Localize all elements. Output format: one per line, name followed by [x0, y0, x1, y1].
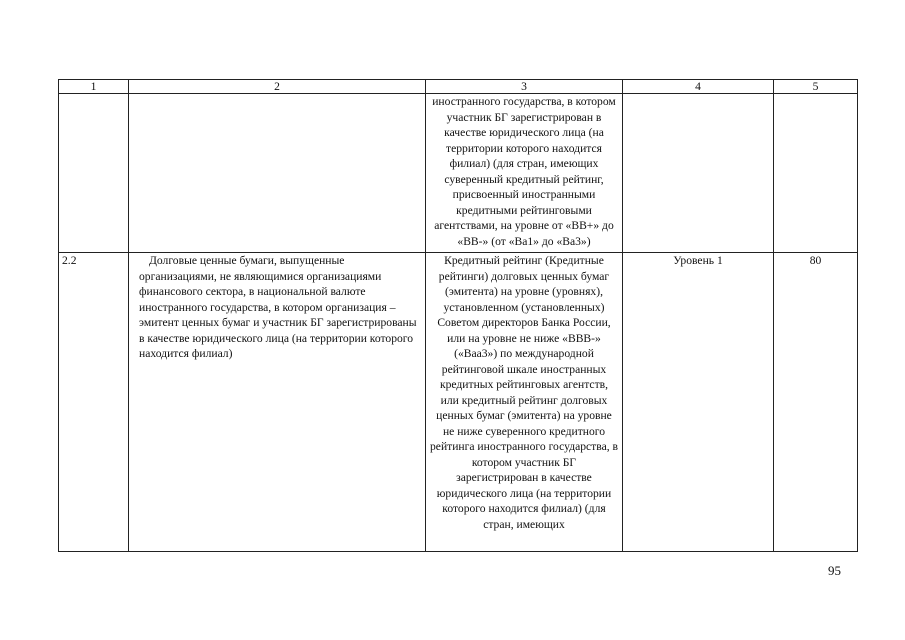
row1-number-cell [59, 94, 129, 253]
row2-criteria-cell [426, 253, 623, 552]
table-header-row [59, 80, 858, 94]
header-cell-3: 3 [426, 80, 623, 94]
row1-coefficient-cell [774, 94, 858, 253]
header-cell-2: 2 [129, 80, 426, 94]
row1-asset-cell [129, 94, 426, 253]
row1-criteria-text: иностранного государства, в котором участник БГ зарегистрирован в качестве юридического лица (на территории которого находится филиал) (для стран, имеющих суверенный кредитный рейтинг, присвоенный иностранными кредитными рейтинговыми агентствами, на уровне от «BB+» до «BB-» (от «Ba1» до «Ba3») [432, 95, 616, 248]
page-number: 95 [828, 563, 841, 578]
table-row [59, 253, 858, 552]
row2-level-cell [623, 253, 774, 552]
header-cell-4: 4 [623, 80, 774, 94]
row2-level-text: Уровень 1 [673, 254, 723, 267]
regulation-table [58, 79, 858, 552]
table-row [59, 94, 858, 253]
row2-asset-text: Долговые ценные бумаги, выпущенные организациями, не являющимися организациями финансового сектора, в национальной валюте иностранного государства, в котором организация – эмитент ценных бумаг и участник БГ зарегистрированы в качестве юридического лица (на территории которого находится филиал) [139, 254, 417, 360]
row2-coefficient-cell [774, 253, 858, 552]
row2-criteria-text: Кредитный рейтинг (Кредитные рейтинги) долговых ценных бумаг (эмитента) на уровне (уровнях), установленном (установленных) Советом директоров Банка России, или на уровне не ниже «BBB-» («Baa3») по международной рейтинговой шкале иностранных кредитных рейтинговых агентств, или кредитный рейтинг долговых ценных бумаг (эмитента) на уровне не ниже суверенного кредитного рейтинга иностранного государства, в котором участник БГ зарегистрирован в качестве юридического лица (на территории которого находится филиал) (для стран, имеющих [430, 254, 618, 531]
row2-asset-cell [129, 253, 426, 552]
header-cell-5: 5 [774, 80, 858, 94]
row1-criteria-cell [426, 94, 623, 253]
row1-level-cell [623, 94, 774, 253]
row2-number-cell: 2.2 [59, 253, 129, 552]
row2-coefficient-text: 80 [809, 254, 822, 267]
header-cell-1: 1 [59, 80, 129, 94]
